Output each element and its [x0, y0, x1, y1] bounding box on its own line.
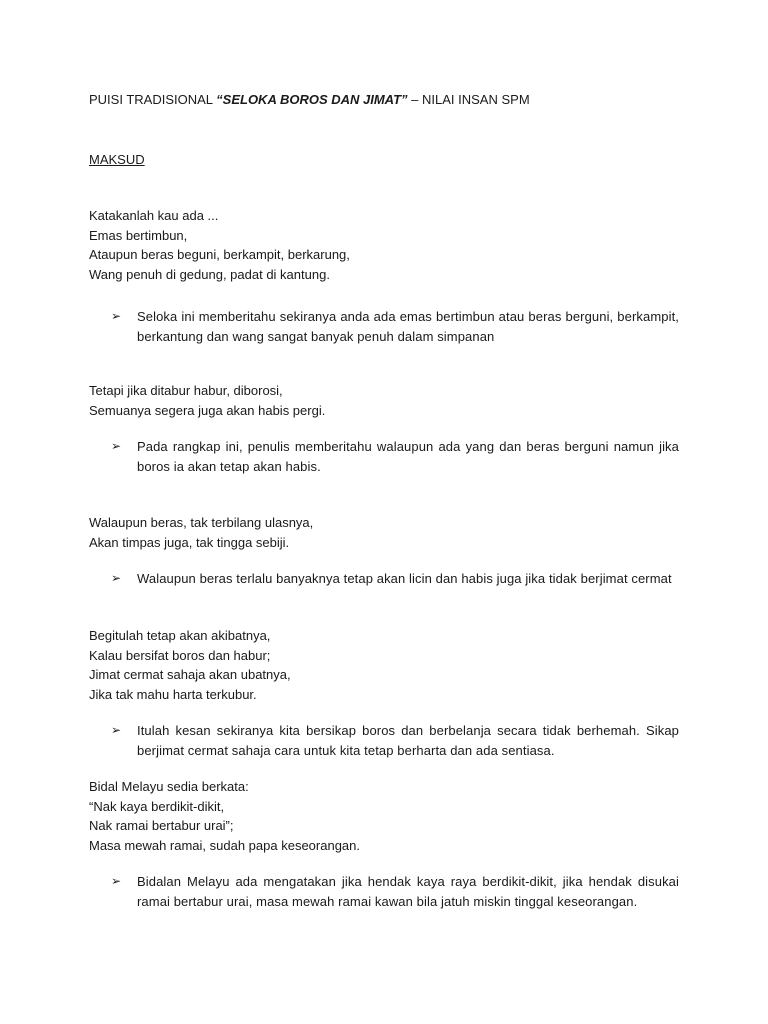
stanza-line: Wang penuh di gedung, padat di kantung.: [89, 266, 330, 282]
title-emphasis: “SELOKA BOROS DAN JIMAT”: [216, 92, 408, 107]
arrowhead-bullet-icon: ➢: [111, 723, 122, 737]
stanza-line: Masa mewah ramai, sudah papa keseorangan.: [89, 837, 360, 853]
explanation-5: [111, 872, 679, 911]
arrowhead-bullet-icon: ➢: [111, 309, 122, 323]
stanza-2: [89, 381, 325, 420]
title-prefix: PUISI TRADISIONAL: [89, 92, 217, 107]
document-page: [89, 0, 679, 1024]
stanza-line: Emas bertimbun,: [89, 227, 188, 243]
explanation-4: [111, 721, 679, 760]
stanza-line: Semuanya segera juga akan habis pergi.: [89, 402, 326, 418]
explanation-text: Pada rangkap ini, penulis memberitahu walaupun ada yang dan beras berguni namun jika boros ia akan tetap akan habis.: [137, 439, 679, 474]
arrowhead-bullet-icon: ➢: [111, 439, 122, 453]
stanza-line: Bidal Melayu sedia berkata:: [89, 779, 249, 794]
stanza-line: Akan timpas juga, tak tingga sebiji.: [89, 534, 290, 550]
document-title: [89, 90, 530, 110]
stanza-line: Jimat cermat sahaja akan ubatnya,: [89, 667, 291, 682]
explanation-text: Seloka ini memberitahu sekiranya anda ada emas bertimbun atau beras berguni, berkampit, berkantung dan wang sangat banyak penuh dalam simpanan: [137, 309, 679, 344]
stanza-4: [89, 626, 291, 704]
explanation-2: [111, 437, 679, 476]
stanza-line: Begitulah tetap akan akibatnya,: [89, 628, 271, 643]
stanza-line: Walaupun beras, tak terbilang ulasnya,: [89, 515, 314, 530]
stanza-line: Tetapi jika ditabur habur, diborosi,: [89, 383, 283, 398]
explanation-text: Bidalan Melayu ada mengatakan jika hendak kaya raya berdikit-dikit, jika hendak disukai ramai bertabur urai, masa mewah ramai kawan bila jatuh miskin tinggal keseorangan.: [137, 874, 679, 909]
stanza-line: Nak ramai bertabur urai”;: [89, 818, 234, 833]
stanza-1: [89, 206, 350, 284]
stanza-line: Jika tak mahu harta terkubur.: [89, 686, 257, 702]
stanza-line: Katakanlah kau ada ...: [89, 208, 219, 223]
stanza-line: Kalau bersifat boros dan habur;: [89, 647, 271, 663]
stanza-3: [89, 513, 313, 552]
explanation-text: Walaupun beras terlalu banyaknya tetap akan licin dan habis juga jika tidak berjimat cermat: [137, 571, 672, 586]
title-suffix: – NILAI INSAN SPM: [407, 92, 530, 107]
arrowhead-bullet-icon: ➢: [111, 571, 122, 585]
stanza-line: “Nak kaya berdikit-dikit,: [89, 798, 225, 814]
explanation-1: [111, 307, 679, 346]
explanation-text: Itulah kesan sekiranya kita bersikap boros dan berbelanja secara tidak berhemah. Sikap berjimat cermat sahaja cara untuk kita tetap berharta dan ada sentiasa.: [137, 723, 679, 758]
section-heading-maksud: MAKSUD: [89, 152, 145, 167]
explanation-3: [111, 569, 679, 589]
arrowhead-bullet-icon: ➢: [111, 874, 122, 888]
stanza-line: Ataupun beras beguni, berkampit, berkarung,: [89, 247, 350, 262]
stanza-5: [89, 777, 360, 855]
